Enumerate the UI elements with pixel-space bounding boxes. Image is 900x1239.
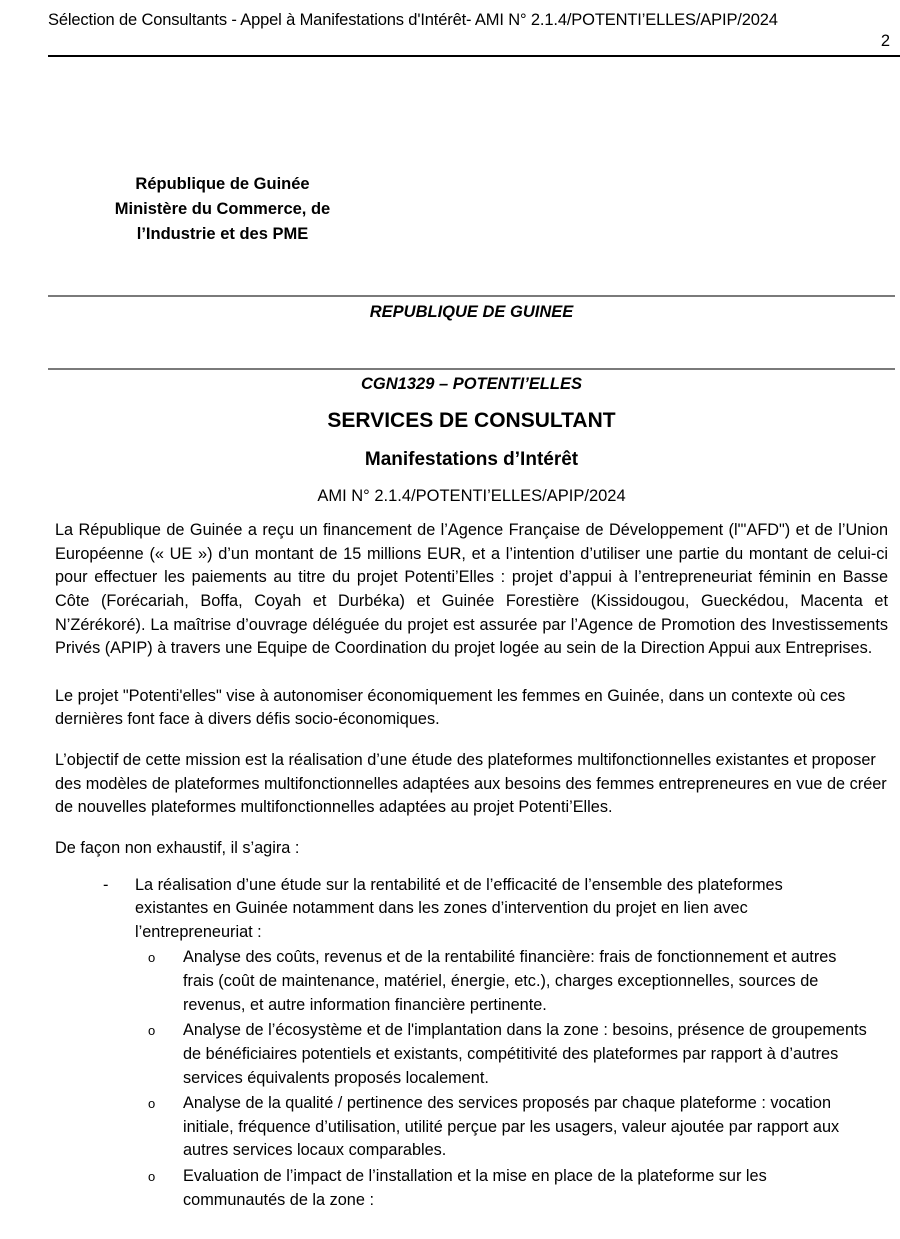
section-divider-top [48,295,895,297]
list-item-text: La réalisation d’une étude sur la rentabilité et de l’efficacité de l’ensemble des plateformes existantes en Guinée notamment dans les zones d’intervention du projet en lien avec l’entrepreneuriat : [135,875,783,941]
republic-title: REPUBLIQUE DE GUINEE [369,303,574,321]
letterhead-line-3: l’Industrie et des PME [136,225,309,244]
paragraph-financing: La République de Guinée a reçu un financement de l’Agence Française de Développement (l"'AFD") et de l’Union Européenne (« UE ») d’un montant de 15 millions EUR, et a l’intention d’utiliser une partie du montant de celui-ci pour effectuer les paiements au titre du projet Potenti’Elles : projet d’appui à l’entrepreneuriat féminin en Basse Côte (Forécariah, Boffa, Coyah et Durbéka) et Guinée Forestière (Kissidougou, Gueckédou, Macenta et N’Zérékoré). La maîtrise d’ouvrage déléguée du projet est assurée par l’Agence de Promotion des Investissements Privés (APIP) à travers une Equipe de Coordination du projet logée au sein de la Direction Appui aux Entreprises. [55,521,888,658]
document-body [55,519,888,1212]
paragraph-scope-intro: De façon non exhaustif, il s’agira : [55,838,300,857]
spacer [55,732,888,749]
circle-bullet-icon: o [148,1096,156,1112]
paragraph-mission-objective: L’objectif de cette mission est la réalisation d’une étude des plateformes multifonctionnelles existantes et proposer des modèles de plateformes multifonctionnelles adaptées aux besoins des femmes entrepreneures en vue de créer de nouvelles plateformes multifonctionnelles adaptées au projet Potenti’Elles. [55,751,887,817]
list-item-text: Analyse des coûts, revenus et de la rentabilité financière: frais de fonctionnement et autres frais (coût de maintenance, matériel, énergie, etc.), charges exceptionnelles, sources de revenus, et autre information financière pertinente. [183,948,837,1014]
manifestations-heading: Manifestations d’Intérêt [364,449,579,470]
running-header-title: Sélection de Consultants - Appel à Manifestations d'Intérêt- AMI N° 2.1.4/POTENTI’ELLES/APIP/2024 [48,11,778,29]
spacer [55,661,888,685]
paragraph-project-goal: Le projet "Potenti'elles" vise à autonomiser économiquement les femmes en Guinée, dans un contexte où ces dernières font face à divers défis socio-économiques. [55,686,846,729]
header-divider [48,55,900,57]
list-item [55,1092,888,1163]
list-item [55,1165,888,1212]
list-item-text: Analyse de l’écosystème et de l'implantation dans la zone : besoins, présence de groupements de bénéficiaires potentiels et existants, compétitivité des plateformes par rapport à d’autres services équivalents proposés localement. [183,1021,867,1087]
circle-bullet-icon: o [148,950,156,966]
list-item-text: Evaluation de l’impact de l’installation et la mise en place de la plateforme sur les communautés de la zone : [183,1167,767,1209]
section-divider-bottom [48,368,895,370]
list-item [55,946,888,1017]
ami-reference: AMI N° 2.1.4/POTENTI’ELLES/APIP/2024 [317,487,626,505]
services-heading: SERVICES DE CONSULTANT [327,409,616,432]
letterhead-line-1: République de Guinée [135,175,310,193]
list-item [55,1019,888,1090]
dash-bullet-icon: - [103,875,109,894]
spacer [55,820,888,837]
circle-bullet-icon: o [148,1169,156,1184]
letterhead-block [0,172,445,247]
page-number: 2 [880,32,890,51]
list-item [55,874,888,945]
running-header [48,10,896,52]
list-item-text: Analyse de la qualité / pertinence des services proposés par chaque plateforme : vocation initiale, fréquence d’utilisation, utilité perçue par les usagers, valeur ajoutée par rapport aux autres services locaux comparables. [183,1094,840,1160]
project-code-title: CGN1329 – POTENTI’ELLES [361,375,582,393]
circle-bullet-icon: o [148,1023,156,1039]
letterhead-line-2: Ministère du Commerce, de [114,200,331,219]
